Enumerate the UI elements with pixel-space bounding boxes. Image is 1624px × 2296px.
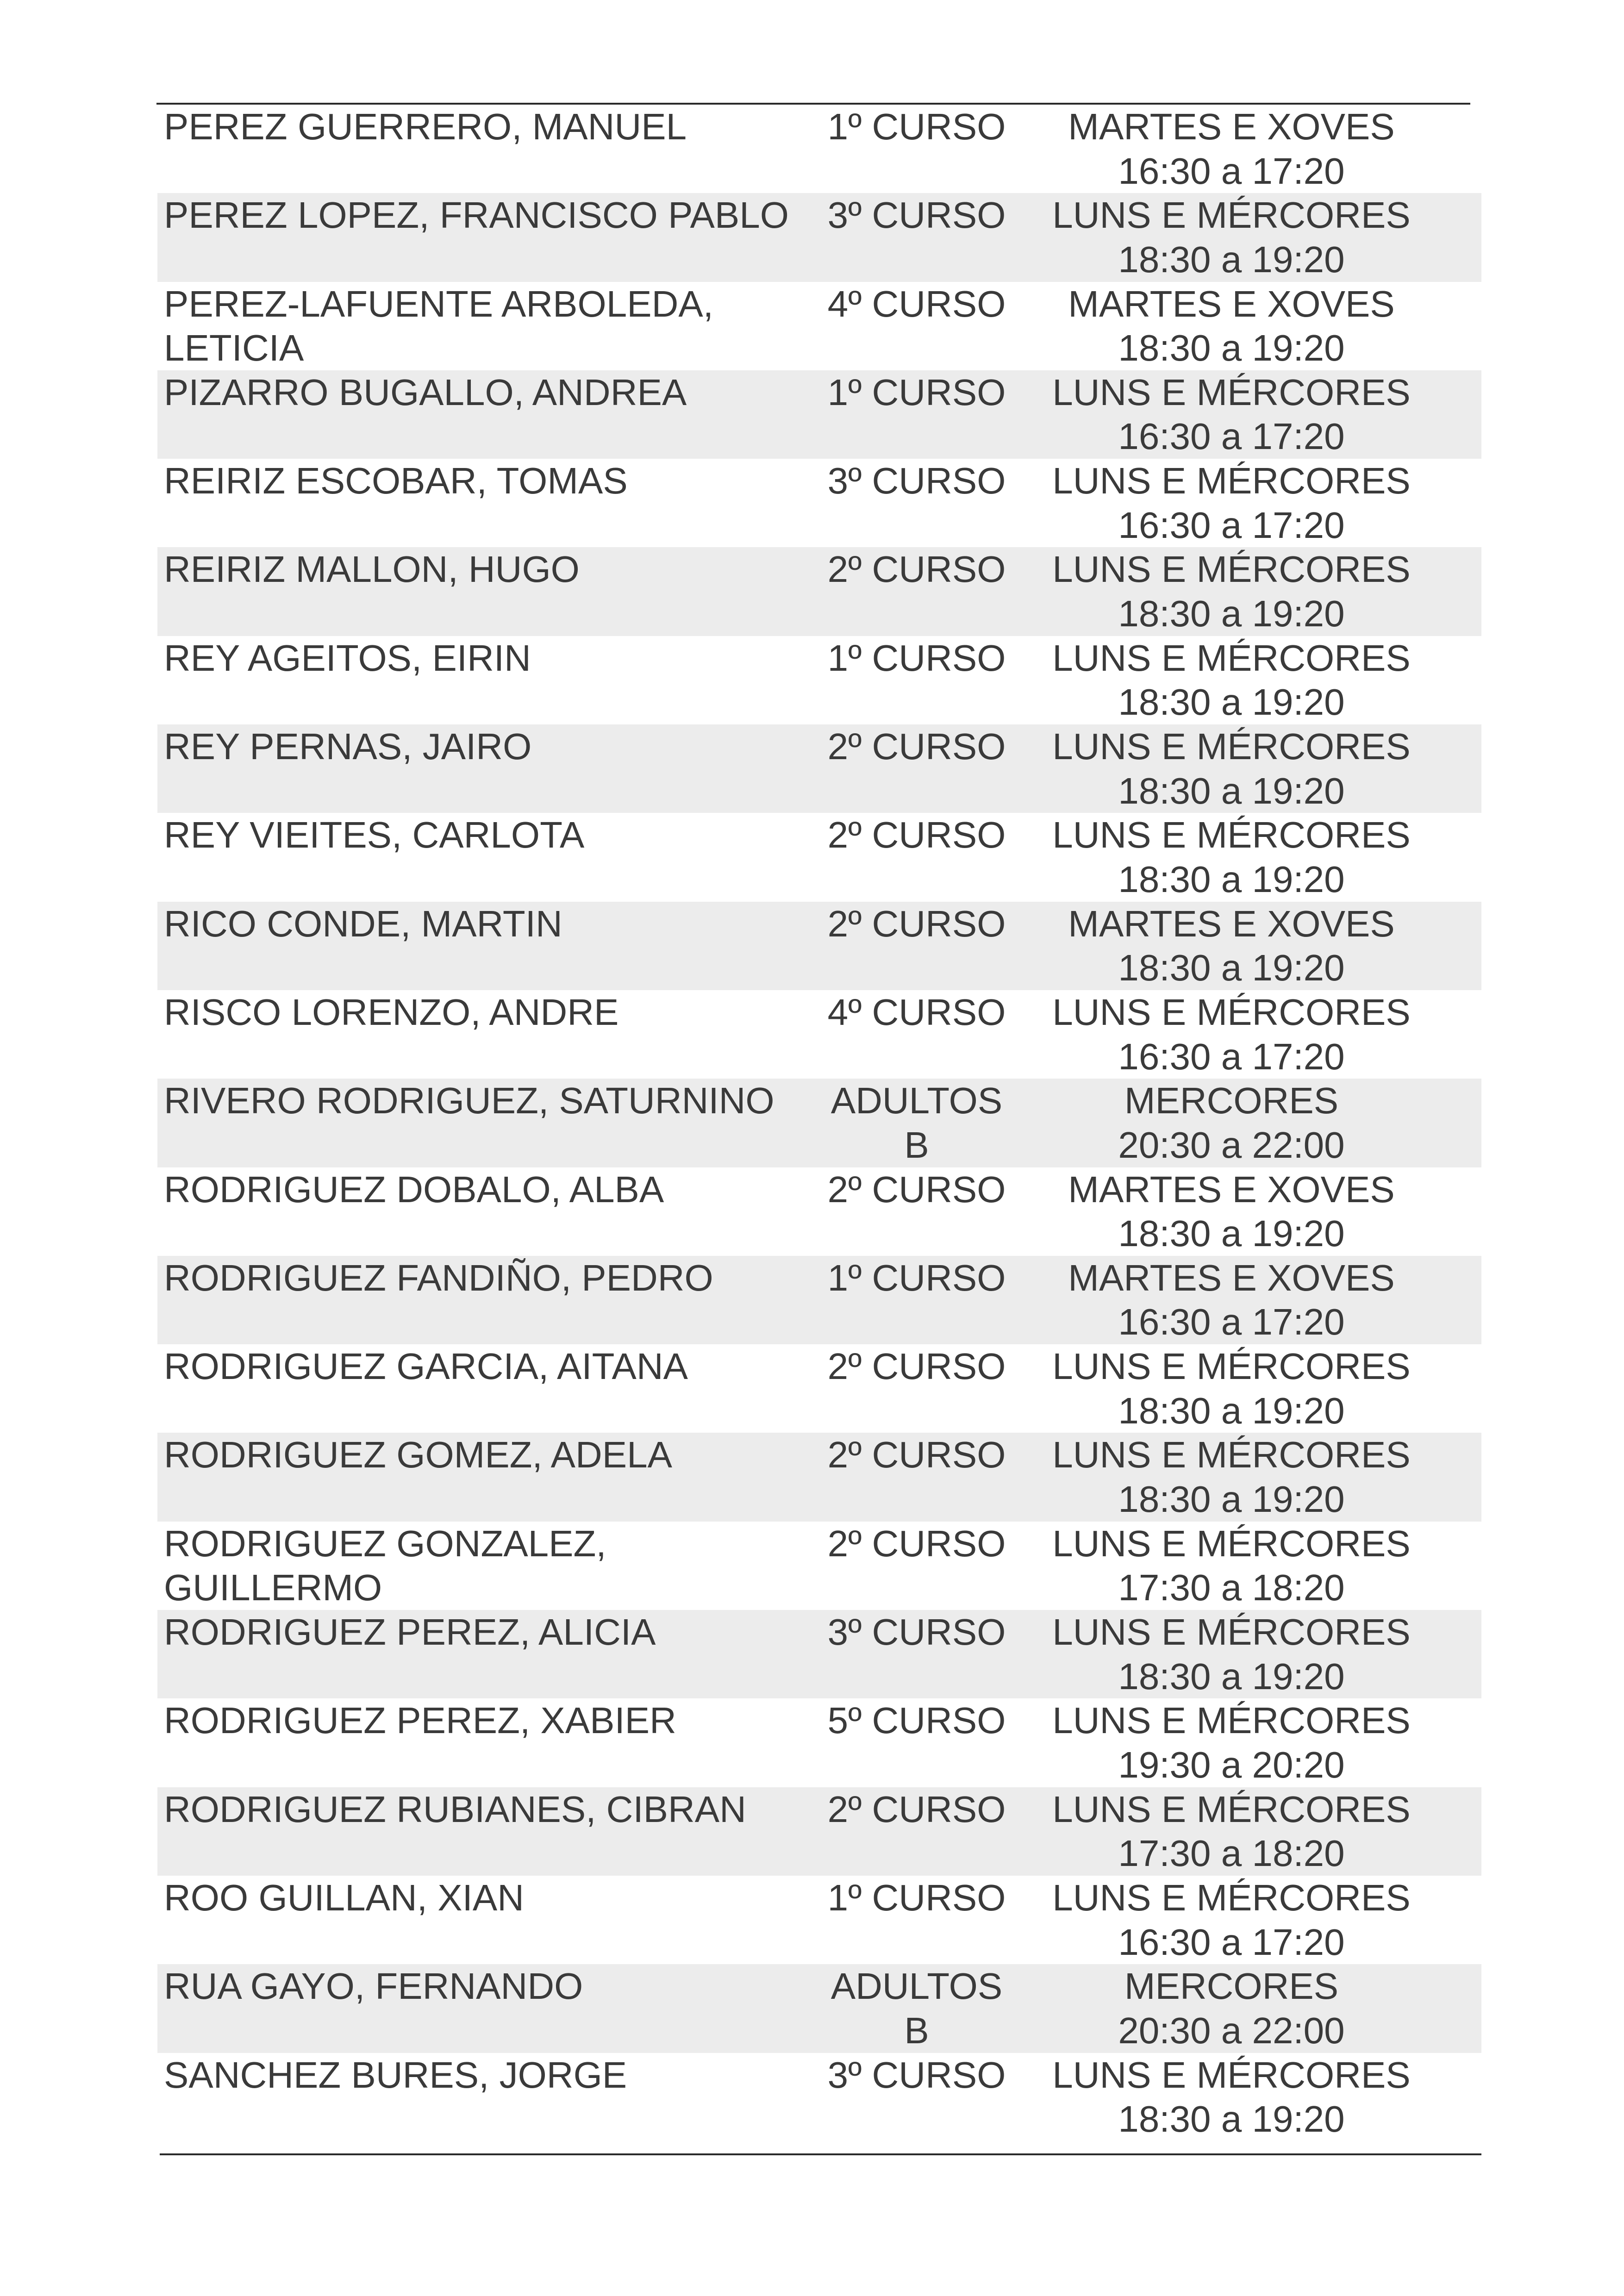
table-row [157, 105, 1481, 193]
class-days: LUNS E MÉRCORES [1052, 2054, 1411, 2096]
class-time: 19:30 a 20:20 [1118, 1744, 1345, 1785]
class-days: LUNS E MÉRCORES [1052, 1522, 1411, 1564]
class-days: MARTES E XOVES [1068, 1168, 1395, 1210]
class-time: 18:30 a 19:20 [1118, 1213, 1345, 1254]
course-level: 3º CURSO [827, 460, 1006, 502]
table-row [157, 1433, 1481, 1521]
class-schedule [1018, 1344, 1444, 1433]
course-level: 1º CURSO [827, 637, 1006, 679]
student-name: REY AGEITOS, EIRIN [164, 637, 531, 679]
class-days: LUNS E MÉRCORES [1052, 549, 1411, 590]
class-time: 20:30 a 22:00 [1118, 1124, 1345, 1166]
table-row [157, 1787, 1481, 1876]
student-name: RODRIGUEZ GARCIA, AITANA [164, 1346, 688, 1387]
class-time: 18:30 a 19:20 [1118, 681, 1345, 723]
table-row [157, 1876, 1481, 1964]
table-row [157, 193, 1481, 281]
class-time: 16:30 a 17:20 [1118, 1921, 1345, 1963]
class-days: LUNS E MÉRCORES [1052, 1346, 1411, 1387]
student-name: REY PERNAS, JAIRO [164, 726, 532, 767]
table-row [157, 636, 1481, 724]
table-row [157, 459, 1481, 547]
course-level: 2º CURSO [827, 726, 1006, 767]
class-days: LUNS E MÉRCORES [1052, 460, 1411, 502]
class-schedule [1018, 902, 1444, 990]
class-schedule [1018, 1433, 1444, 1521]
class-schedule [1018, 370, 1444, 459]
student-name: SANCHEZ BURES, JORGE [164, 2054, 627, 2096]
table-row [157, 1964, 1481, 2053]
class-schedule [1018, 1787, 1444, 1876]
class-days: LUNS E MÉRCORES [1052, 1877, 1411, 1918]
table-row [157, 724, 1481, 813]
table-row [157, 282, 1481, 370]
class-time: 18:30 a 19:20 [1118, 593, 1345, 635]
table-row [157, 813, 1481, 901]
table-row [157, 547, 1481, 636]
class-schedule [1018, 1698, 1444, 1787]
table-row [157, 1698, 1481, 1787]
class-time: 16:30 a 17:20 [1118, 416, 1345, 457]
course-level: 3º CURSO [827, 2054, 1006, 2096]
class-days: LUNS E MÉRCORES [1052, 1788, 1411, 1830]
student-name: RODRIGUEZ DOBALO, ALBA [164, 1168, 664, 1210]
class-time: 18:30 a 19:20 [1118, 2098, 1345, 2140]
class-time: 18:30 a 19:20 [1118, 1479, 1345, 1520]
class-days: LUNS E MÉRCORES [1052, 814, 1411, 856]
class-time: 18:30 a 19:20 [1118, 1655, 1345, 1697]
class-schedule [1018, 2053, 1444, 2141]
class-days: LUNS E MÉRCORES [1052, 371, 1411, 413]
class-days: MARTES E XOVES [1068, 1257, 1395, 1298]
course-level: 2º CURSO [827, 903, 1006, 944]
class-time: 17:30 a 18:20 [1118, 1833, 1345, 1874]
course-level: ADULTOS B [831, 1080, 1003, 1166]
course-level: 3º CURSO [827, 194, 1006, 236]
course-level: 2º CURSO [827, 1434, 1006, 1476]
class-schedule [1018, 1256, 1444, 1344]
table-row [157, 1522, 1481, 1610]
student-name: RODRIGUEZ RUBIANES, CIBRAN [164, 1788, 746, 1830]
student-name: RODRIGUEZ GOMEZ, ADELA [164, 1434, 672, 1476]
class-schedule [1018, 1964, 1444, 2053]
course-level: 2º CURSO [827, 1788, 1006, 1830]
course-level: 2º CURSO [827, 549, 1006, 590]
course-level: 4º CURSO [827, 991, 1006, 1033]
class-schedule [1018, 990, 1444, 1079]
table-row [157, 1610, 1481, 1698]
class-time: 18:30 a 19:20 [1118, 858, 1345, 900]
table-row [157, 2053, 1481, 2141]
class-time: 16:30 a 17:20 [1118, 150, 1345, 192]
class-days: LUNS E MÉRCORES [1052, 991, 1411, 1033]
course-level: 1º CURSO [827, 1877, 1006, 1918]
student-name: PEREZ GUERRERO, MANUEL [164, 106, 687, 147]
class-schedule [1018, 813, 1444, 901]
student-name: PIZARRO BUGALLO, ANDREA [164, 371, 687, 413]
student-name: RODRIGUEZ GONZALEZ, GUILLERMO [164, 1522, 606, 1609]
student-name: RICO CONDE, MARTIN [164, 903, 562, 944]
class-days: MARTES E XOVES [1068, 106, 1395, 147]
class-time: 20:30 a 22:00 [1118, 2009, 1345, 2051]
table-row [157, 1256, 1481, 1344]
class-schedule [1018, 1522, 1444, 1610]
class-time: 16:30 a 17:20 [1118, 1301, 1345, 1343]
class-time: 17:30 a 18:20 [1118, 1567, 1345, 1609]
student-name: REY VIEITES, CARLOTA [164, 814, 585, 856]
course-level: ADULTOS B [831, 1965, 1003, 2051]
student-schedule-table [157, 105, 1481, 2141]
table-row [157, 370, 1481, 459]
student-name: RUA GAYO, FERNANDO [164, 1965, 583, 2007]
class-time: 16:30 a 17:20 [1118, 504, 1345, 546]
student-name: ROO GUILLAN, XIAN [164, 1877, 524, 1918]
class-days: LUNS E MÉRCORES [1052, 637, 1411, 679]
student-name: REIRIZ ESCOBAR, TOMAS [164, 460, 628, 502]
class-days: LUNS E MÉRCORES [1052, 726, 1411, 767]
course-level: 1º CURSO [827, 106, 1006, 147]
course-level: 4º CURSO [827, 283, 1006, 324]
table-row [157, 902, 1481, 990]
course-level: 2º CURSO [827, 1522, 1006, 1564]
course-level: 2º CURSO [827, 1168, 1006, 1210]
student-name: RODRIGUEZ PEREZ, XABIER [164, 1700, 676, 1741]
class-days: MERCORES [1124, 1965, 1339, 2007]
course-level: 1º CURSO [827, 371, 1006, 413]
class-days: LUNS E MÉRCORES [1052, 1700, 1411, 1741]
class-days: LUNS E MÉRCORES [1052, 1611, 1411, 1653]
class-time: 18:30 a 19:20 [1118, 947, 1345, 989]
class-days: MARTES E XOVES [1068, 283, 1395, 324]
class-schedule [1018, 1167, 1444, 1256]
class-schedule [1018, 1610, 1444, 1698]
table-row [157, 1167, 1481, 1256]
course-level: 3º CURSO [827, 1611, 1006, 1653]
class-time: 18:30 a 19:20 [1118, 770, 1345, 811]
student-name: RISCO LORENZO, ANDRE [164, 991, 619, 1033]
student-name: RODRIGUEZ FANDIÑO, PEDRO [164, 1257, 713, 1298]
course-level: 2º CURSO [827, 814, 1006, 856]
class-schedule [1018, 1079, 1444, 1167]
class-schedule [1018, 282, 1444, 370]
class-days: LUNS E MÉRCORES [1052, 1434, 1411, 1476]
student-name: PEREZ-LAFUENTE ARBOLEDA, LETICIA [164, 283, 713, 369]
course-level: 2º CURSO [827, 1346, 1006, 1387]
course-level: 5º CURSO [827, 1700, 1006, 1741]
student-name: PEREZ LOPEZ, FRANCISCO PABLO [164, 194, 789, 236]
course-level: 1º CURSO [827, 1257, 1006, 1298]
table-row [157, 990, 1481, 1079]
class-days: MERCORES [1124, 1080, 1339, 1122]
class-schedule [1018, 1876, 1444, 1964]
table-row [157, 1344, 1481, 1433]
class-schedule [1018, 105, 1444, 193]
bottom-rule [160, 2153, 1481, 2155]
class-time: 16:30 a 17:20 [1118, 1036, 1345, 1077]
class-days: LUNS E MÉRCORES [1052, 194, 1411, 236]
class-time: 18:30 a 19:20 [1118, 1390, 1345, 1431]
class-schedule [1018, 724, 1444, 813]
table-row [157, 1079, 1481, 1167]
class-schedule [1018, 636, 1444, 724]
student-name: RODRIGUEZ PEREZ, ALICIA [164, 1611, 656, 1653]
student-name: RIVERO RODRIGUEZ, SATURNINO [164, 1080, 775, 1122]
student-name: REIRIZ MALLON, HUGO [164, 549, 580, 590]
class-days: MARTES E XOVES [1068, 903, 1395, 944]
class-time: 18:30 a 19:20 [1118, 327, 1345, 369]
class-schedule [1018, 193, 1444, 281]
class-schedule [1018, 459, 1444, 547]
class-time: 18:30 a 19:20 [1118, 238, 1345, 280]
class-schedule [1018, 547, 1444, 636]
